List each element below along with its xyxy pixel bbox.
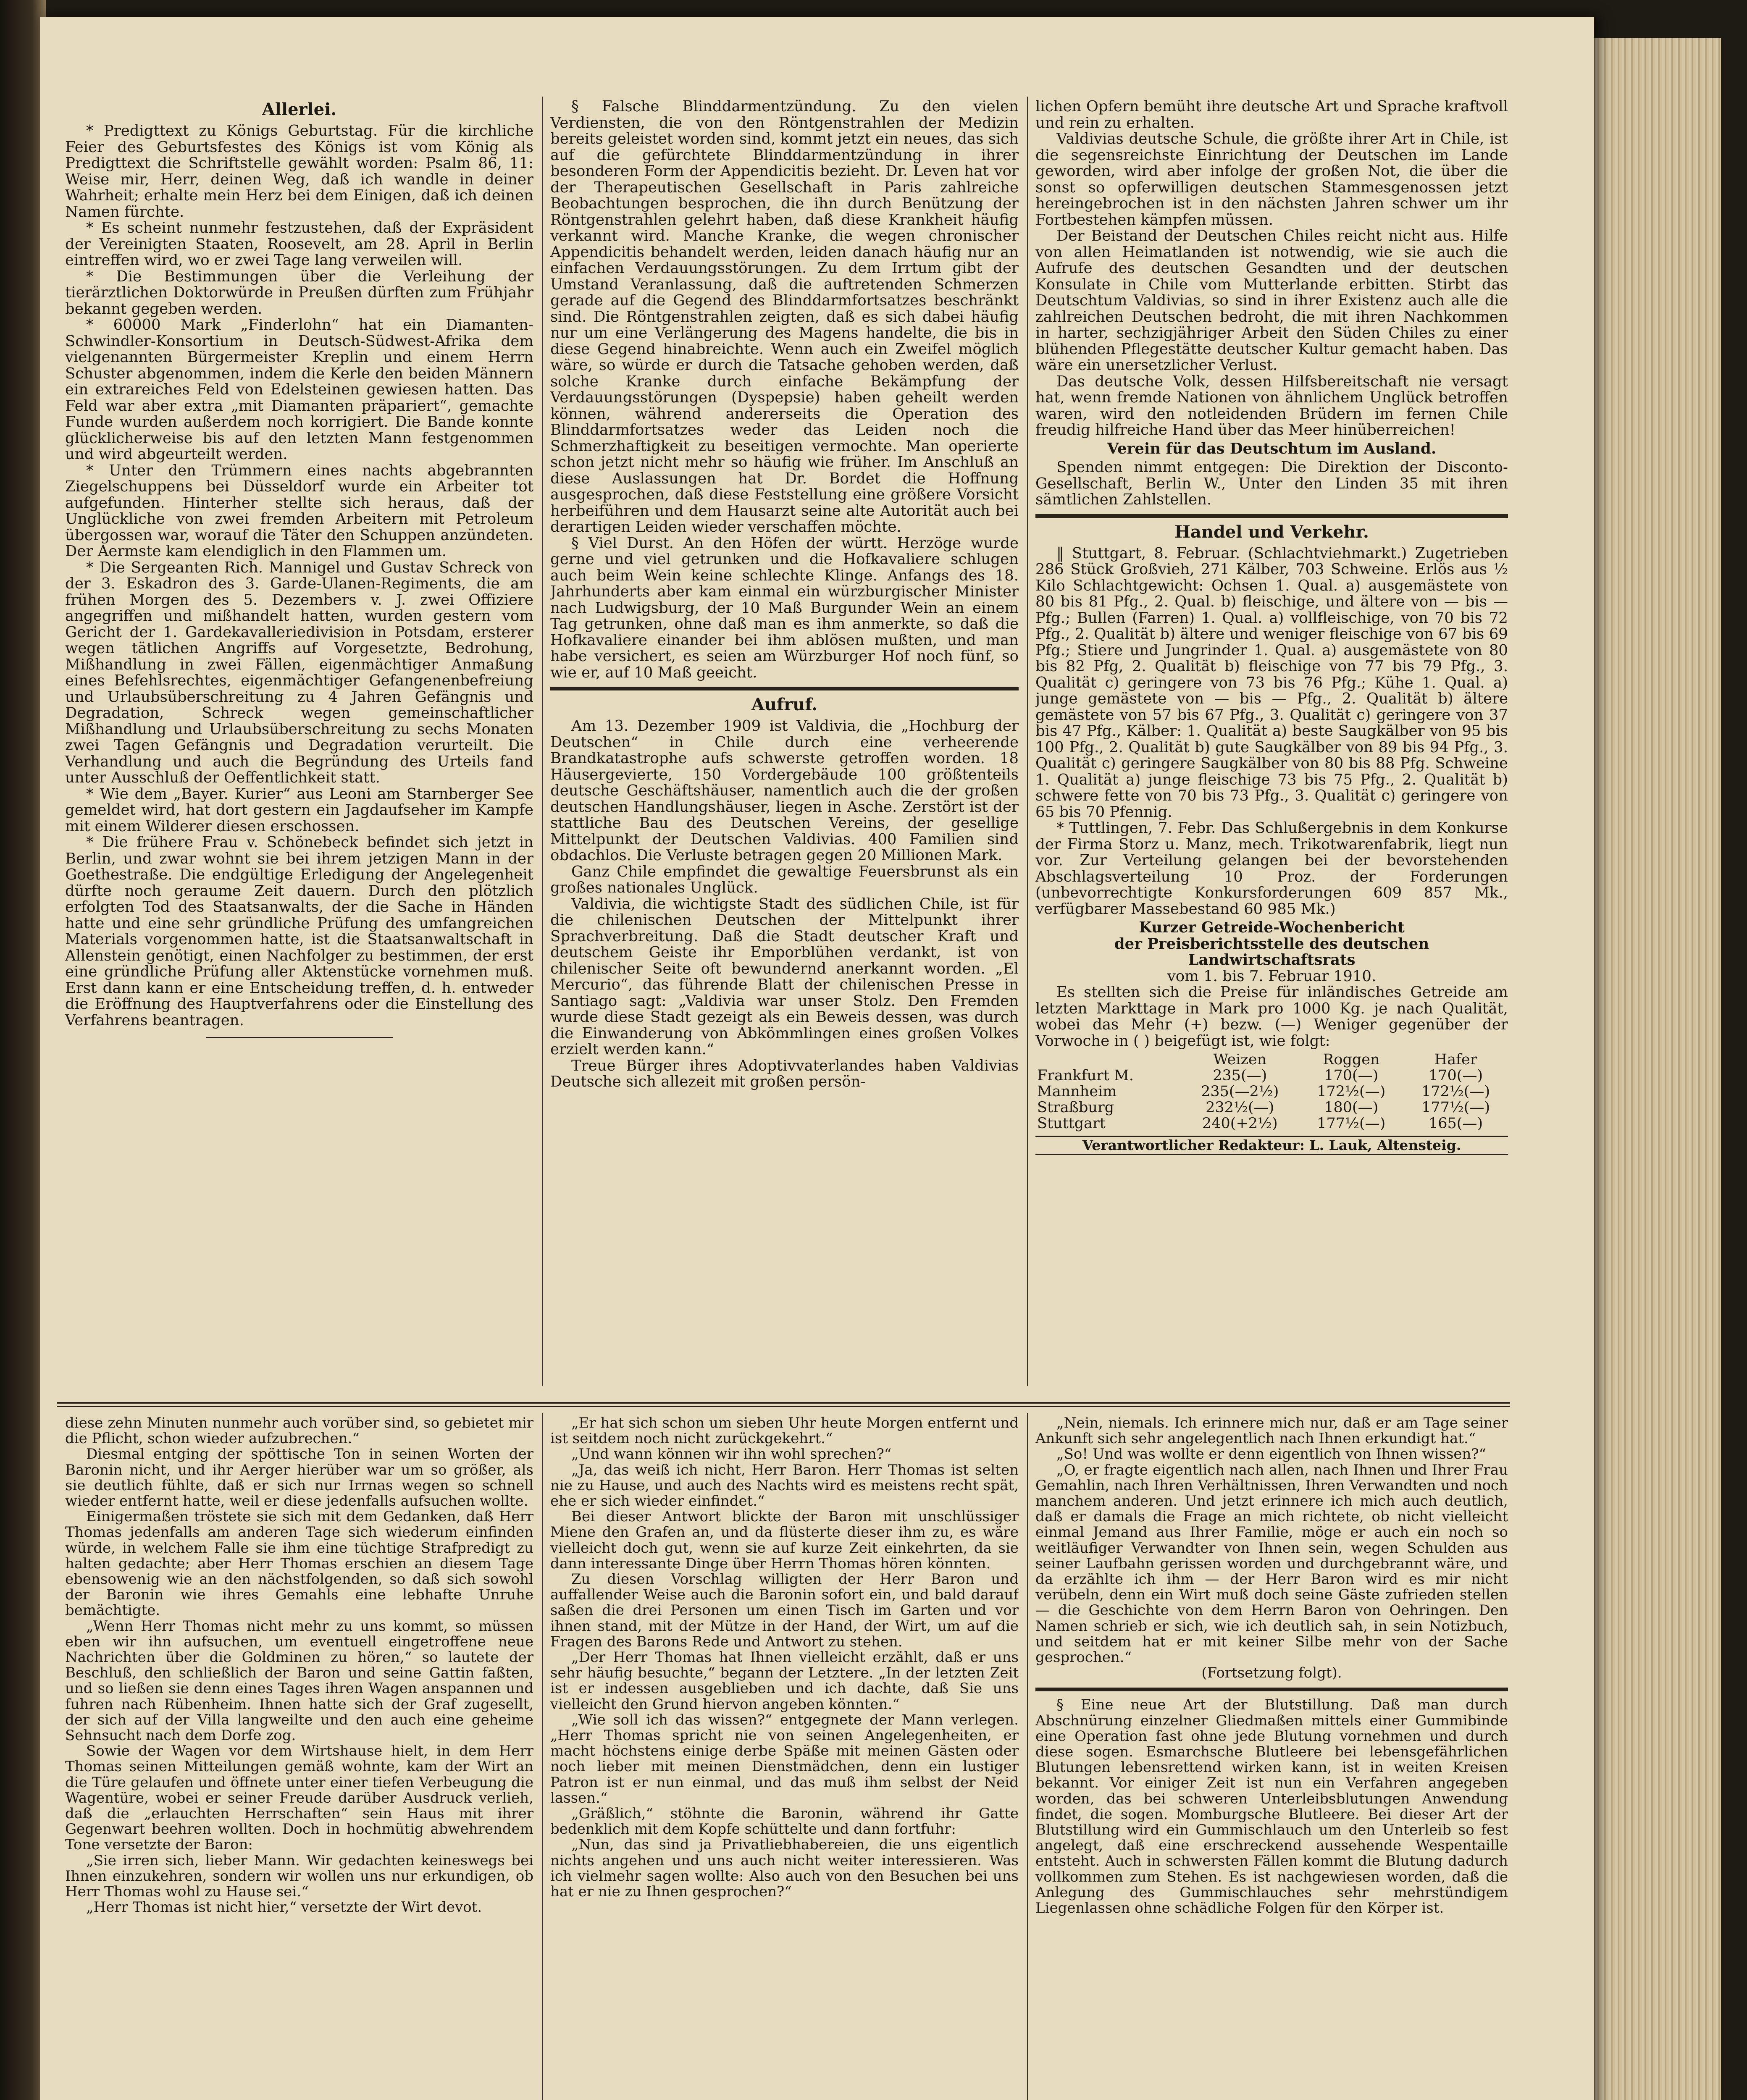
table-row [1035,1100,1508,1116]
novel-paragraph: „Wenn Herr Thomas nicht mehr zu uns kommt, so müssen eben wir ihn aufsuchen, um eventuell eingetroffene neue Nachrichten über die Goldminen zu hören,“ so lautete der Beschluß, den schließlich der Baron und seine Gattin faßten, und so ließen sie denn eines Tages ihren Wagen anspannen und fuhren nach Rübenheim. Ihnen hatte sich der Graf zugesellt, der sich auf der Villa langweilte und den auch eine geheime Sehnsucht nach dem Dorfe zog. [65,1617,533,1744]
novel-paragraph: „Wie soll ich das wissen?“ entgegnete der Mann verlegen. „Herr Thomas spricht nie von seinen Angelegenheiten, er macht höchstens einige derbe Späße mit meinen Gästen oder noch lieber mit meinen Dienstmädchen, denn ein lustiger Patron ist er nun einmal, und das muß ihm selbst der Neid lassen.“ [550,1711,1019,1806]
table-cell: 172½(—) [1421,1083,1490,1100]
redakteur-line: Verantwortlicher Redakteur: L. Lauk, Altensteig. [1035,1136,1508,1155]
verein-signature: Verein für das Deutschtum im Ausland. [1107,440,1437,457]
aufruf-paragraph: Am 13. Dezember 1909 ist Valdivia, die „Hochburg der Deutschen“ in Chile durch eine verheerende Brandkatastrophe aufs schwerste getroffen worden. 18 Häusergevierte, 150 Vordergebäude 100 größtenteils deutsche Geschäftshäuser, namentlich auch die der großen deutschen Handlungshäuser, liegen in Asche. Zerstört ist der stattliche Bau des Deutschen Vereins, der gesellige Mittelpunkt der Deutschen Valdivias. 400 Familien sind obdachlos. Die Verluste betragen gegen 20 Millionen Mark. [550,717,1019,864]
novel-paragraph: Diesmal entging der spöttische Ton in seinen Worten der Baronin nicht, und ihr Aerger hierüber war um so größer, als sie deutlich fühlte, daß er sich nur Irrnas wegen so schnell wieder entfernt hatte, weil er diese jedenfalls aufsuchen wollte. [65,1446,533,1510]
spenden-note: Spenden nimmt entgegen: Die Direktion der Disconto-Gesellschaft, Berlin W., Unter den Linden 35 mit ihren sämtlichen Zahlstellen. [1035,459,1508,508]
bottom-column-1 [65,1415,533,2100]
top-column-3 [1035,99,1508,1388]
table-cell: 170(—) [1429,1067,1483,1084]
novel-paragraph: Zu diesen Vorschlag willigten der Herr Baron und auffallender Weise auch die Baronin sofort ein, und bald darauf saßen die drei Personen um einen Tisch im Garten und vor ihnen stand, mit der Mütze in der Hand, der Wirt, um auf die Fragen des Barons Rede und Antwort zu stehen. [550,1571,1019,1650]
table-cell: 172½(—) [1317,1083,1386,1100]
novel-paragraph: Sowie der Wagen vor dem Wirtshause hielt, in dem Herr Thomas seinen Mitteilungen gemäß wohnte, kam der Wirt an die Türe gelaufen und öffnete unter einer tiefen Verbeugung die Wagentüre, wobei er seiner Freude darüber Ausdruck verlieh, daß die „erlauchten Herrschaften“ sein Haus mit ihrer Gegenwart beehren wollten. Doch in hochmütig abwehrendem Tone versetzte der Baron: [65,1743,533,1853]
news-item: * Die frühere Frau v. Schönebeck befindet sich jetzt in Berlin, und zwar wohnt sie bei ihrem jetzigen Mann in der Goethestraße. Die endgültige Erledigung der Angelegenheit dürfte noch geraume Zeit dauern. Durch den plötzlich erfolgten Tod des Staatsanwalts, der die Sache in Händen hatte und eine sehr gründliche Prüfung des umfangreichen Materials vorgenommen hatte, ist die Staatsanwaltschaft in Allenstein genötigt, einen Nachfolger zu bestimmen, der erst eine gründliche Prüfung aller Aktenstücke vornehmen muß. Erst dann kann er eine Entscheidung treffen, d. h. entweder die Eröffnung des Hauptverfahrens oder die Einstellung des Verfahrens beantragen. [65,834,533,1029]
table-cell: Mannheim [1037,1083,1117,1100]
novel-paragraph: Einigermaßen tröstete sie sich mit dem Gedanken, daß Herr Thomas jedenfalls am anderen Tage sich wiederum einfinden würde, in welchem Falle sie ihm eine tüchtige Strafpredigt zu halten gedachte; aber Herr Thomas erschien an diesem Tage ebensowenig wie an den nächstfolgenden, so daß sich sowohl der Baronin wie ihres Gemahls eine lebhafte Unruhe bemächtigte. [65,1508,533,1619]
article-blinddarm: § Falsche Blinddarmentzündung. Zu den vielen Verdiensten, die von den Röntgenstrahlen der Medizin bereits geleistet worden sind, kommt jetzt ein neues, das sich auf die gefürchtete Blinddarmentzündung in ihrer besonderen Form der Appendicitis bezieht. Dr. Leven hat vor der Therapeutischen Gesellschaft in Paris zahlreiche Beobachtungen besprochen, die ihn durch Benützung der Röntgenstrahlen gelehrt haben, daß diese Krankheit häufig verkannt wird. Manche Kranke, die wegen chronischer Appendicitis behandelt werden, leiden danach häufig nur an einfachen Verdauungsstörungen. Zu dem Irrtum gibt der Umstand Veranlassung, daß die auftretenden Schmerzen gerade auf die Gegend des Blinddarmfortsatzes beschränkt sind. Die Röntgenstrahlen zeigten, daß es sich dabei häufig nur um eine Verlängerung des Magens handelte, die bis in diese Gegend hinabreichte. Wenn auch ein Zweifel möglich wäre, so würde er durch die Tatsache gehoben werden, daß solche Kranke durch einfache Bekämpfung der Verdauungsstörungen (Dyspepsie) haben geheilt werden können, während andererseits die Operation des Blinddarmfortsatzes weder das Leiden noch die Schmerzhaftigkeit zu beseitigen vermochte. Man operierte schon jetzt nicht mehr so häufig wie früher. Im Anschluß an diese Auslassungen hat Dr. Bordet die Hoffnung ausgesprochen, daß diese Feststellung eine größere Vorsicht herbeiführen und dem Hausarzt seine alte Autorität auch bei derartigen Leiden wieder verschaffen möchte. [550,99,1019,536]
table-cell: 235(—) [1213,1067,1267,1084]
news-item: * Die Sergeanten Rich. Mannigel und Gustav Schreck von der 3. Eskadron des 3. Garde-Ulanen-Regiments, die am frühen Morgen des 5. Dezembers v. J. zwei Offiziere angegriffen und mißhandelt hatten, wurden gestern vom Gericht der 1. Gardekavalleriedivision in Potsdam, ersterer wegen tätlichen Angriffs auf Vorgesetzte, Bedrohung, Mißhandlung in zwei Fällen, eigenmächtiger Anmaßung eines Befehlsrechtes, eigenmächtiger Gefangenenbefreiung und Urlaubsüberschreitung zu 4 Jahren Gefängnis und Degradation, Schreck wegen gemeinschaftlicher Mißhandlung und Urlaubsüberschreitung zu sechs Monaten zwei Tagen Gefängnis und Degradation verurteilt. Die Verhandlung und auch die Begründung des Urteils fand unter Ausschluß der Oeffentlichkeit statt. [65,559,533,786]
novel-paragraph: „Sie irren sich, lieber Mann. Wir gedachten keineswegs bei Ihnen einzukehren, sondern wir wollen uns nur erkundigen, ob Herr Thomas wohl zu Hause sei.“ [65,1852,533,1900]
market-report: * Tuttlingen, 7. Febr. Das Schlußergebnis in dem Konkurse der Firma Storz u. Manz, mech. Trikotwarenfabrik, liegt nun vor. Zur Verteilung gelangen bei der bevorstehenden Abschlagsverteilung 10 Proz. der Forderungen (unbevorrechtigte Konkursforderungen 609 857 Mk., verfügbarer Massebestand 60 985 Mk.) [1035,819,1508,918]
section-divider [1035,514,1508,518]
column-rule [1027,1413,1028,2100]
top-column-1 [65,99,533,1367]
table-cell: 177½(—) [1421,1099,1490,1116]
aufruf-paragraph: Ganz Chile empfindet die gewaltige Feuersbrunst als ein großes nationales Unglück. [550,863,1019,896]
novel-paragraph: „Nein, niemals. Ich erinnere mich nur, daß er am Tage seiner Ankunft sich sehr angelegentlich nach Ihnen erkundigt hat.“ [1035,1415,1508,1447]
top-column-2 [550,99,1019,1388]
aufruf-heading: Aufruf. [751,695,818,714]
book-gutter [0,0,46,2100]
market-report: ‖ Stuttgart, 8. Februar. (Schlachtviehmarkt.) Zugetrieben 286 Stück Großvieh, 271 Kälber, 703 Schweine. Erlös aus ½ Kilo Schlachtgewicht: Ochsen 1. Qual. a) ausgemästete von 80 bis 81 Pfg., 2. Qual. b) fleischige, und ältere von — bis — Pfg.; Bullen (Farren) 1. Qual. a) vollfleischige, von 70 bis 72 Pfg., 2. Qualität b) ältere und weniger fleischige von 67 bis 69 Pfg.; Stiere und Jungrinder 1. Qual. a) ausgemästete von 80 bis 82 Pfg, 2. Qualität b) fleischige von 77 bis 79 Pfg., 3. Qualität c) geringere von 73 bis 76 Pfg.; Kühe 1. Qual. a) junge gemästete von — bis — Pfg., 2. Qualität b) ältere gemästete von 57 bis 67 Pfg., 3. Qualität c) geringere von 37 bis 47 Pfg., Kälber: 1. Qualität a) beste Saugkälber von 95 bis 100 Pfg., 2. Qualität b) gute Saugkälber von 89 bis 94 Pfg., 3. Qualität c) geringere Saugkälber von 80 bis 88 Pfg. Schweine 1. Qualität a) junge fleischige 73 bis 75 Pfg., 2. Qualität b) schwere fette von 70 bis 73 Pfg., 3. Qualität c) geringere von 65 bis 70 Pfennig. [1035,544,1508,821]
aufruf-paragraph: lichen Opfern bemüht ihre deutsche Art und Sprache kraftvoll und rein zu erhalten. [1035,99,1508,131]
bottom-column-2 [550,1415,1019,2100]
news-item: * Die Bestimmungen über die Verleihung der tierärztlichen Doktorwürde in Preußen dürften zum Frühjahr bekannt gegeben werden. [65,268,533,318]
novel-paragraph: „Ja, das weiß ich nicht, Herr Baron. Herr Thomas ist selten nie zu Hause, und auch des Nachts wird es meistens recht spät, ehe er sich wieder einfindet.“ [550,1461,1019,1510]
section-divider [550,687,1019,690]
allerlei-heading: Allerlei. [262,100,337,119]
getreide-date: vom 1. bis 7. Februar 1910. [1167,967,1377,985]
table-row [1035,1116,1508,1131]
page-stack-edge [1594,38,1721,2100]
fortsetzung-note: (Fortsetzung folgt). [1201,1664,1342,1682]
news-item: * 60000 Mark „Finderlohn“ hat ein Diamanten-Schwindler-Konsortium in Deutsch-Südwest-Afrika dem vielgenannten Bürgermeister Kreplin und einem Herrn Schuster abgenommen, indem die Kerle den beiden Männern ein extrareiches Feld von Edelsteinen gewiesen hatten. Das Feld war aber extra „mit Diamanten präpariert“, gemachte Funde wurden außerdem noch korrigiert. Die Bande konnte glücklicherweise bis auf den letzten Mann festgenommen und wird abgeurteilt werden. [65,316,533,463]
aufruf-paragraph: Valdivia, die wichtigste Stadt des südlichen Chile, ist für die chilenischen Deutschen der Mittelpunkt ihrer Sprachverbreitung. Daß die Stadt deutscher Kraft und deutschem Geiste ihr Emporblühen verdankt, ist von chilenischer Seite oft bewundernd anerkannt worden. „El Mercurio“, das führende Blatt der chilenischen Presse in Santiago sagt: „Valdivia war unser Stolz. Den Fremden wurde diese Stadt gezeigt als ein Beweis dessen, was durch die Einwanderung von Abkömmlingen eines großen Volkes erzielt werden kann.“ [550,895,1019,1058]
table-cell: 232½(—) [1206,1099,1274,1116]
getreide-table [1035,1052,1508,1131]
aufruf-paragraph: Valdivias deutsche Schule, die größte ihrer Art in Chile, ist die segensreichste Einrichtung der Deutschen im Lande geworden, wird aber infolge der großen Not, die über die sonst so opferwilligen deutschen Stammesgenossen jetzt hereingebrochen ist in den nächsten Jahren schwer um ihr Fortbestehen kämpfen müssen. [1035,130,1508,228]
getreide-text: Es stellten sich die Preise für inländisches Getreide am letzten Markttage in Mark pro 1000 Kg. je nach Qualität, wobei das Mehr (+) bezw. (—) Weniger gegenüber der Vorwoche in ( ) beigefügt ist, wie folgt: [1035,984,1508,1050]
table-cell: Straßburg [1037,1099,1114,1116]
table-row [1035,1084,1508,1100]
news-item: * Es scheint nunmehr festzustehen, daß der Expräsident der Vereinigten Staaten, Roosevelt, am 28. April in Berlin eintreffen wird, wo er zwei Tage lang verweilen will. [65,219,533,269]
aufruf-paragraph: Der Beistand der Deutschen Chiles reicht nicht aus. Hilfe von allen Heimatlanden ist notwendig, wie sie auch die Aufrufe des deutschen Gesandten und der deutschen Konsulate in Chile vom Mutterlande erbitten. Stirbt das Deutschtum Valdivias, so sind in ihrer Existenz auch alle die zahlreichen Deutschen bedroht, die mit ihren Nachkommen in harter, sechzigjähriger Arbeit den Süden Chiles zu einer blühenden Pflegestätte deutscher Kultur gemacht haben. Das wäre ein unersetzlicher Verlust. [1035,227,1508,374]
table-row [1035,1068,1508,1084]
table-cell: 170(—) [1324,1067,1379,1084]
newspaper-page [40,17,1594,2100]
getreide-subheading: der Preisberichtsstelle des deutschen Landwirtschaftsrats [1114,935,1429,969]
novel-paragraph: diese zehn Minuten nunmehr auch vorüber sind, so gebietet mir die Pflicht, schon wieder aufzubrechen.“ [65,1415,533,1447]
news-item: * Unter den Trümmern eines nachts abgebrannten Ziegelschuppens bei Düsseldorf wurde ein Arbeiter tot aufgefunden. Hinterher stellte sich heraus, daß der Unglückliche von zwei fremden Arbeitern mit Petroleum übergossen war, worauf die Täter den Schuppen anzündeten. Der Aermste kam elendiglich in den Flammen um. [65,462,533,560]
table-cell: 180(—) [1324,1099,1379,1116]
section-divider [206,1037,393,1038]
section-divider [1035,1688,1508,1691]
novel-paragraph: „Herr Thomas ist nicht hier,“ versetzte der Wirt devot. [86,1899,482,1916]
aufruf-paragraph: Das deutsche Volk, dessen Hilfsbereitschaft nie versagt hat, wenn fremde Nationen von ähnlichem Unglück betroffen waren, wird den notleidenden Brüdern im fernen Chile freudig hilfreiche Hand über das Meer hinüberreichen! [1035,373,1508,438]
getreide-heading: Kurzer Getreide-Wochenbericht [1139,919,1405,936]
novel-paragraph: Bei dieser Antwort blickte der Baron mit unschlüssiger Miene den Grafen an, und da flüsterte dieser ihm zu, es wäre vielleicht doch gut, wenn sie auf kurze Zeit einkehrten, da sie dann interessante Dinge über Herrn Thomas hören könnten. [550,1508,1019,1572]
table-cell: 240(+2½) [1202,1115,1278,1132]
column-rule [542,1413,543,2100]
news-item: * Wie dem „Bayer. Kurier“ aus Leoni am Starnberger See gemeldet wird, hat dort gestern ein Jagdaufseher im Kampfe mit einem Wilderer diesen erschossen. [65,785,533,835]
novel-paragraph: „Gräßlich,“ stöhnte die Baronin, während ihr Gatte bedenklich mit dem Kopfe schüttelte und dann fortfuhr: [550,1805,1019,1838]
table-cell: 235(—2½) [1201,1083,1279,1100]
handel-heading: Handel und Verkehr. [1174,522,1369,542]
novel-paragraph: „Nun, das sind ja Privatliebhabereien, die uns eigentlich nichts angehen und uns auch nicht weiter interessieren. Was ich vielmehr sagen wollte: Also auch von den Besuchen bei uns hat er nie zu Ihnen gesprochen?“ [550,1836,1019,1900]
bottom-column-3 [1035,1415,1508,2100]
table-cell: 165(—) [1429,1115,1483,1132]
novel-paragraph: „Er hat sich schon um sieben Uhr heute Morgen entfernt und ist seitdem noch nicht zurückgekehrt.“ [550,1415,1019,1447]
feuilleton-rule [57,1406,1510,1407]
article-viel-durst: § Viel Durst. An den Höfen der württ. Herzöge wurde gerne und viel getrunken und die Hofkavaliere schlugen auch beim Wein keine schlechte Klinge. Anfangs des 18. Jahrhunderts aber kam einmal ein würzburgischer Minister nach Ludwigsburg, der 10 Maß Burgunder Wein an einem Tag getrunken, ohne daß man es ihm anmerkte, so daß die Hofkavaliere einander bei ihm ablösen mußten, und man habe versichert, es seien am Würzburger Hof noch fünf, so wie er, auf 10 Maß geeicht. [550,534,1019,681]
feuilleton-rule [57,1402,1510,1404]
novel-paragraph: „Der Herr Thomas hat Ihnen vielleicht erzählt, daß er uns sehr häufig besuchte,“ begann der Letztere. „In der letzten Zeit ist er indessen ausgeblieben und ich dachte, daß Sie uns vielleicht den Grund hiervon angeben könnten.“ [550,1649,1019,1713]
column-header: Roggen [1323,1051,1380,1068]
column-rule [1027,97,1028,1386]
table-corner [1035,1052,1181,1068]
novel-paragraph: „Und wann können wir ihn wohl sprechen?“ [571,1446,892,1463]
novel-paragraph: „So! Und was wollte er denn eigentlich von Ihnen wissen?“ [1056,1446,1487,1463]
column-header: Weizen [1213,1051,1267,1068]
aufruf-paragraph: Treue Bürger ihres Adoptivvaterlandes haben Valdivias Deutsche sich allezeit mit großen persön- [550,1057,1019,1090]
column-rule [542,97,543,1386]
article-blutstillung: § Eine neue Art der Blutstillung. Daß man durch Abschnürung einzelner Gliedmaßen mittels einer Gummibinde eine Operation fast ohne jede Blutung vornehmen und durch diese sogen. Esmarchsche Blutleere bei lebensgefährlichen Blutungen lebensrettend wirken kann, ist in weiten Kreisen bekannt. Vor einiger Zeit ist nun ein Verfahren angegeben worden, das bei schweren Unterleibsblutungen Anwendung findet, die sogen. Momburgsche Blutleere. Bei dieser Art der Blutstillung wird ein Gummischlauch um den Unterleib so fest angelegt, daß eine erschreckend aussehende Wespentaille entsteht. Auch in schwersten Fällen kommt die Blutung dadurch vollkommen zum Stehen. Es ist nachgewiesen worden, daß die Anlegung des Gummischlauches sehr mehrstündigem Liegenlassen ohne schädliche Folgen für den Körper ist. [1035,1696,1508,1917]
column-header: Hafer [1434,1051,1477,1068]
table-cell: Frankfurt M. [1037,1067,1134,1084]
novel-paragraph: „O, er fragte eigentlich nach allen, nach Ihnen und Ihrer Frau Gemahlin, nach Ihren Verhältnissen, Ihren Verwandten und noch manchem anderen. Und jetzt erinnere ich mich auch deutlich, daß er damals die Frage an mich richtete, ob nicht vielleicht einmal Jemand aus Ihrer Familie, möge er auch ein noch so weitläufiger Verwandter von Ihnen sein, wegen Schulden aus seiner Laufbahn gerissen worden und durchgebrannt wäre, und da erzählte ich ihm — der Herr Baron wird es mir nicht verübeln, denn ein Wirt muß doch seine Gäste zufrieden stellen — die Geschichte von dem Herrn Baron von Oehringen. Den Namen schrieb er sich, wie ich deutlich sah, in sein Notizbuch, und seitdem hat er mit keiner Silbe mehr von der Sache gesprochen.“ [1035,1461,1508,1666]
table-cell: 177½(—) [1317,1115,1386,1132]
news-item: * Predigttext zu Königs Geburtstag. Für die kirchliche Feier des Geburtsfestes des Königs ist vom König als Predigttext die Schriftstelle gewählt worden: Psalm 86, 11: Weise mir, Herr, deinen Weg, daß ich wandle in deiner Wahrheit; erhalte mein Herz bei dem Einigen, daß ich deinen Namen fürchte. [65,122,533,220]
table-cell: Stuttgart [1037,1115,1106,1132]
